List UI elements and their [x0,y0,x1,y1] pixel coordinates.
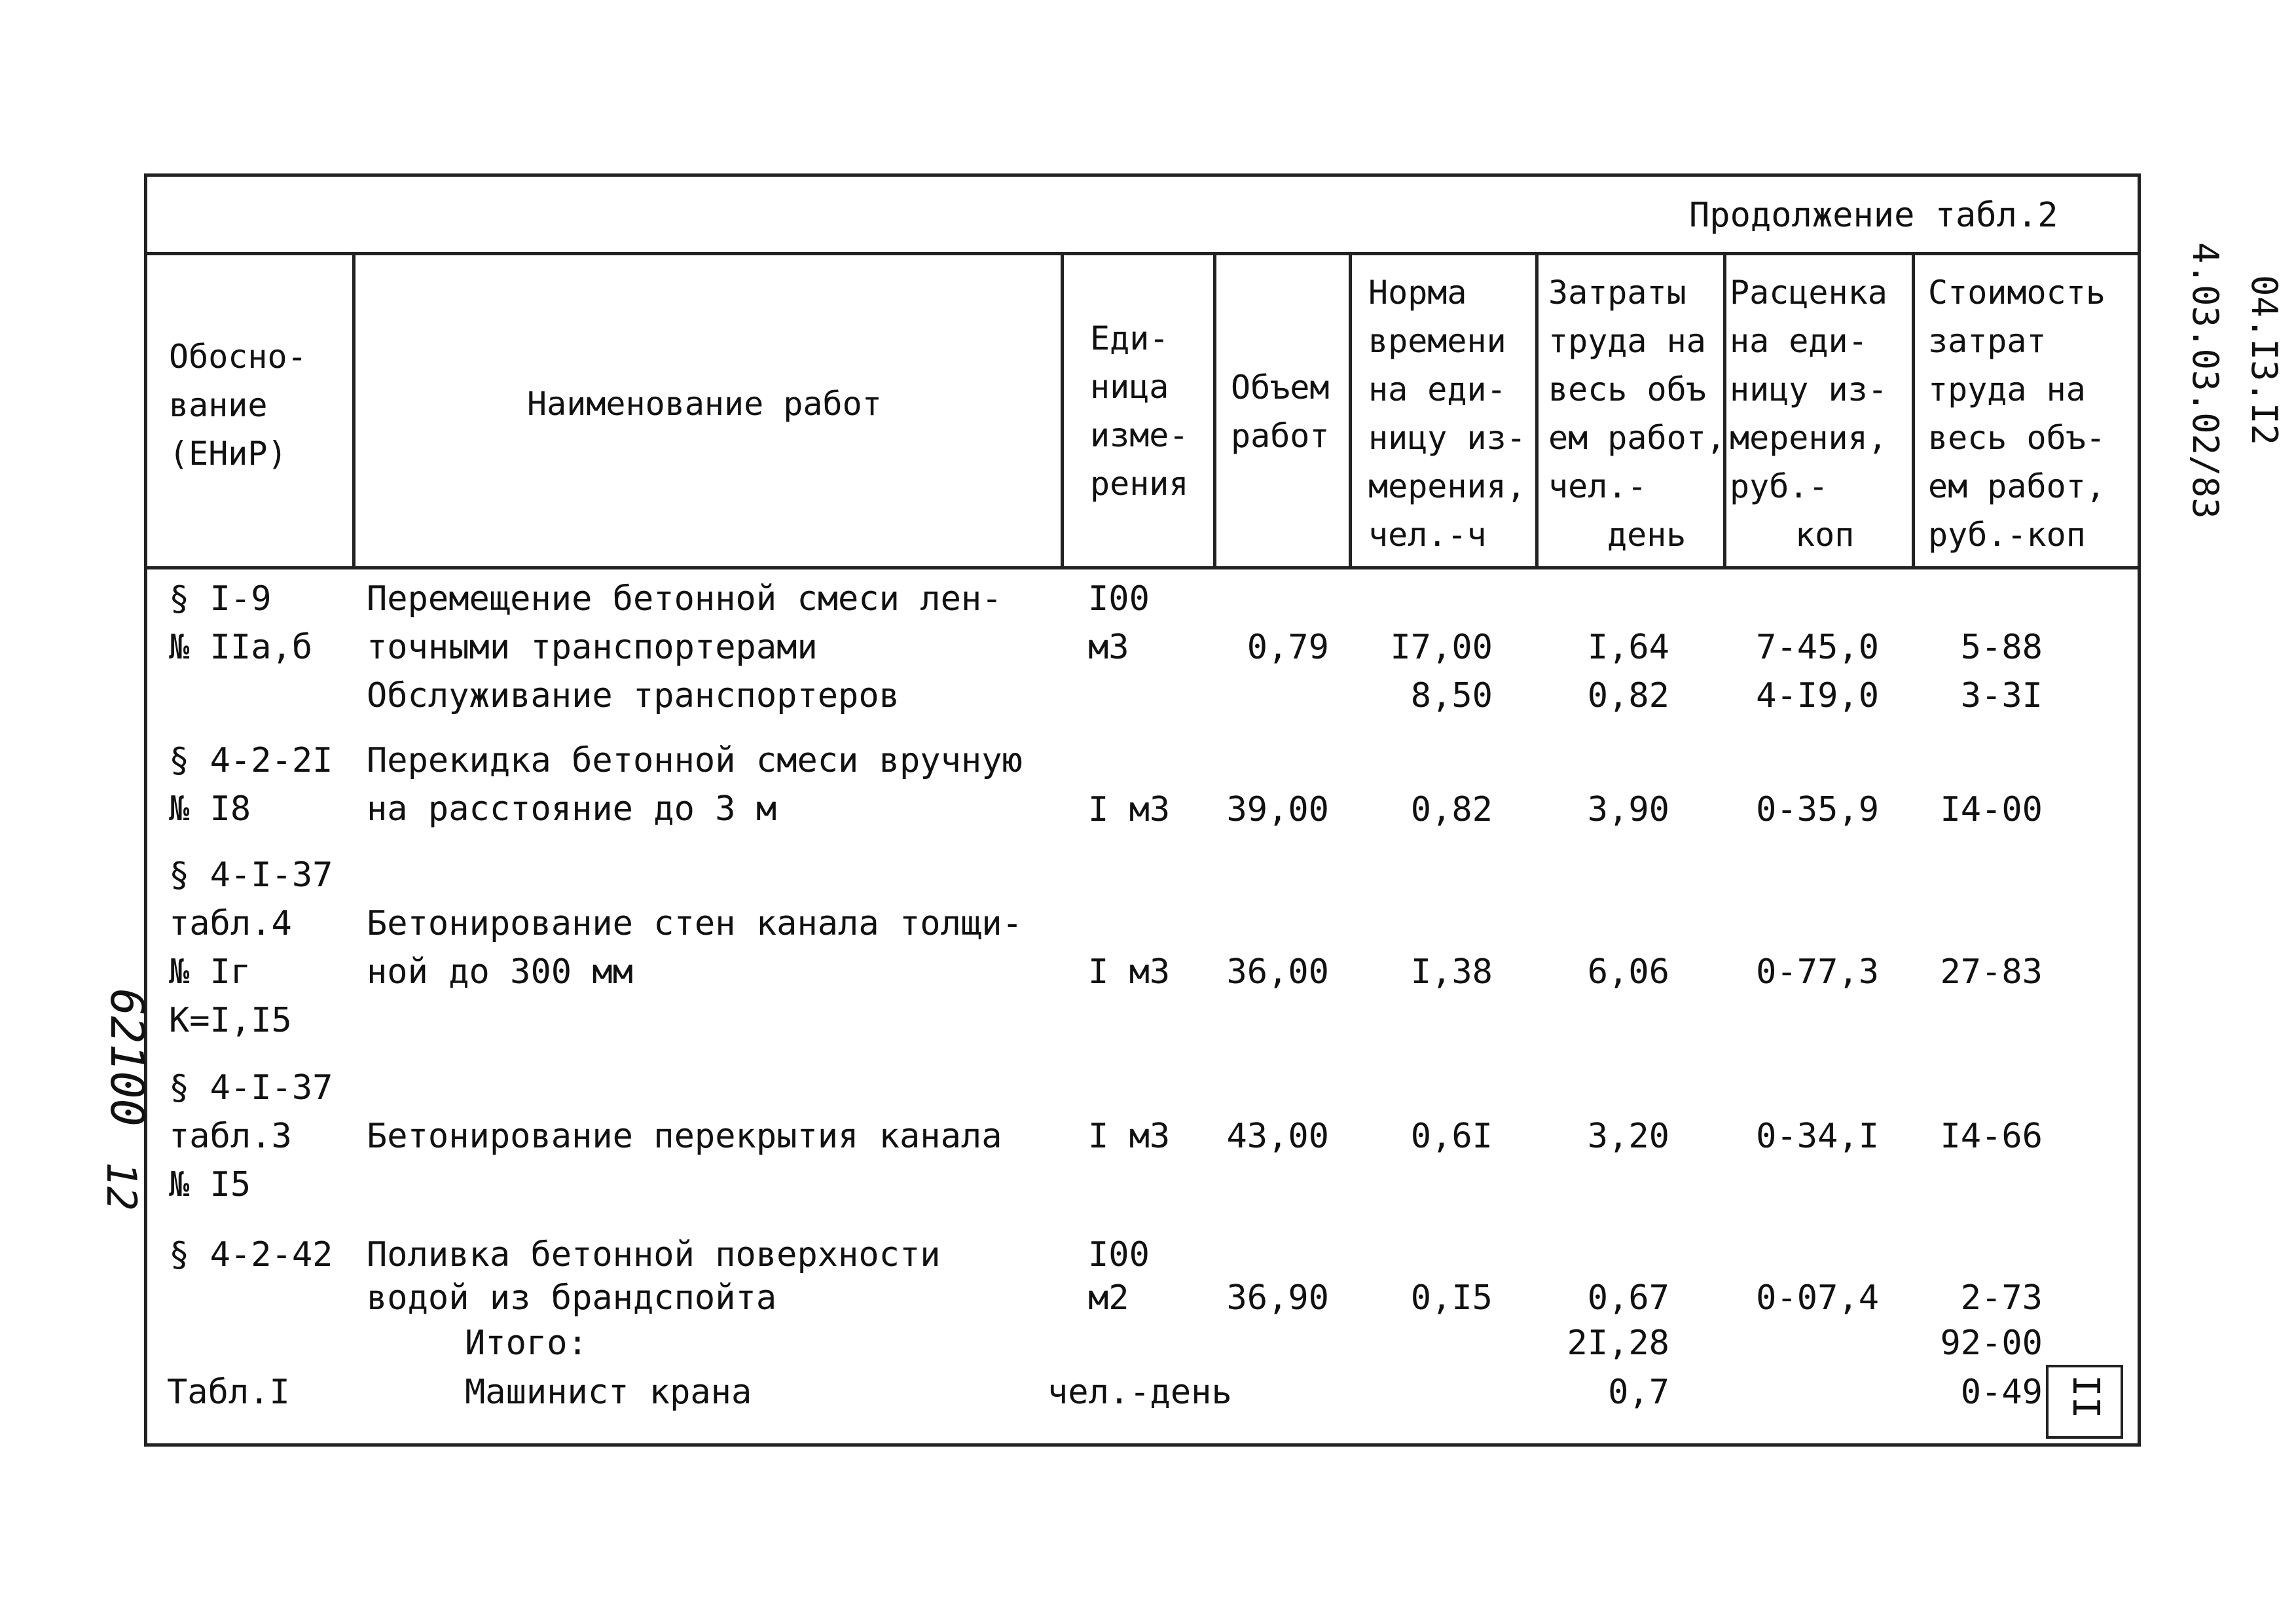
side-code-2: 4.03.03.02/83 [2185,242,2226,519]
row3-labor: 6,06 [1587,952,1669,992]
col-rule-7 [1912,252,1915,569]
total-cost: 92-00 [1940,1324,2043,1363]
row1-basis: § I-9 № IIa,б [169,579,313,667]
header-work-name: Наименование работ [527,385,882,423]
crane-name: Машинист крана [465,1373,752,1412]
header-rate: Расценка на еди- ницу из- мерения, руб.- коп [1730,274,1887,554]
col-rule-2 [1061,252,1064,569]
side-left-number-2: 12 [98,1162,145,1211]
col-rule-4 [1349,252,1352,569]
row3-name: Бетонирование стен канала толщи- ной до 300 мм [367,904,1023,992]
row2-labor: 3,90 [1587,790,1669,829]
header-labor: Затраты труда на весь объ ем работ, чел.- день [1548,274,1726,554]
row4-unit: I м3 [1088,1117,1171,1156]
header-cost: Стоимость затрат труда на весь объ- ем работ, руб.-коп [1928,274,2105,554]
crane-cost: 0-49 [1960,1373,2043,1412]
row1-name: Перемещение бетонной смеси лен- точными транспортерами Обслуживание транспортеров [367,579,1002,715]
row3-volume: 36,00 [1226,952,1329,992]
row3-unit: I м3 [1088,952,1171,992]
crane-basis: Табл.I [167,1373,290,1412]
row5-basis: § 4-2-42 [169,1235,333,1274]
caption-rule [144,252,2141,255]
col-rule-1 [352,252,355,569]
row5-norm: 0,I5 [1410,1278,1493,1318]
row3-rate: 0-77,3 [1756,952,1879,992]
row4-norm: 0,6I [1410,1117,1493,1156]
row5-labor: 0,67 [1587,1278,1669,1318]
row3-cost: 27-83 [1940,952,2043,992]
row5-cost: 2-73 [1960,1278,2043,1318]
row1-unit: I00 м3 [1088,579,1150,667]
row2-name: Перекидка бетонной смеси вручную на расстояние до 3 м [367,741,1023,829]
total-label: Итого: [465,1324,588,1363]
header-rule [144,566,2141,569]
row4-cost: I4-66 [1940,1117,2043,1156]
side-left-number: 62100 [100,988,154,1127]
header-norm: Норма времени на еди- ницу из- мерения, чел.-ч [1368,274,1526,554]
side-code-1: 04.I3.I2 [2244,275,2285,446]
row1-cost: 5-88 3-3I [1960,628,2043,715]
row1-volume: 0,79 [1247,628,1329,667]
row4-basis: § 4-I-37 табл.3 № I5 [169,1068,333,1204]
row2-basis: § 4-2-2I № I8 [169,741,333,829]
row4-labor: 3,20 [1587,1117,1669,1156]
row5-rate: 0-07,4 [1756,1278,1879,1318]
row1-labor: I,64 0,82 [1587,628,1669,715]
crane-unit: чел.-день [1048,1373,1232,1412]
row4-rate: 0-34,I [1756,1117,1879,1156]
header-volume: Объем работ [1231,369,1330,455]
row2-cost: I4-00 [1940,790,2043,829]
row3-norm: I,38 [1410,952,1493,992]
row1-rate: 7-45,0 4-I9,0 [1756,628,1879,715]
row3-basis: § 4-I-37 табл.4 № Iг К=I,I5 [169,856,333,1040]
col-rule-3 [1213,252,1216,569]
row5-name: Поливка бетонной поверхности водой из брандспойта [367,1235,941,1318]
table-caption: Продолжение табл.2 [1689,196,2058,235]
row2-unit: I м3 [1088,790,1171,829]
row5-unit: I00 м2 [1088,1235,1150,1318]
sheet-stamp: II [2064,1375,2107,1419]
row1-norm: I7,00 8,50 [1390,628,1493,715]
crane-labor: 0,7 [1608,1373,1669,1412]
row5-volume: 36,90 [1226,1278,1329,1318]
header-unit: Еди- ница изме- рения [1090,319,1189,503]
row4-volume: 43,00 [1226,1117,1329,1156]
header-basis: Обосно- вание (ЕНиР) [169,338,307,473]
row2-rate: 0-35,9 [1756,790,1879,829]
total-labor: 2I,28 [1567,1324,1669,1363]
col-rule-5 [1535,252,1539,569]
row2-norm: 0,82 [1410,790,1493,829]
row2-volume: 39,00 [1226,790,1329,829]
row4-name: Бетонирование перекрытия канала [367,1117,1002,1156]
